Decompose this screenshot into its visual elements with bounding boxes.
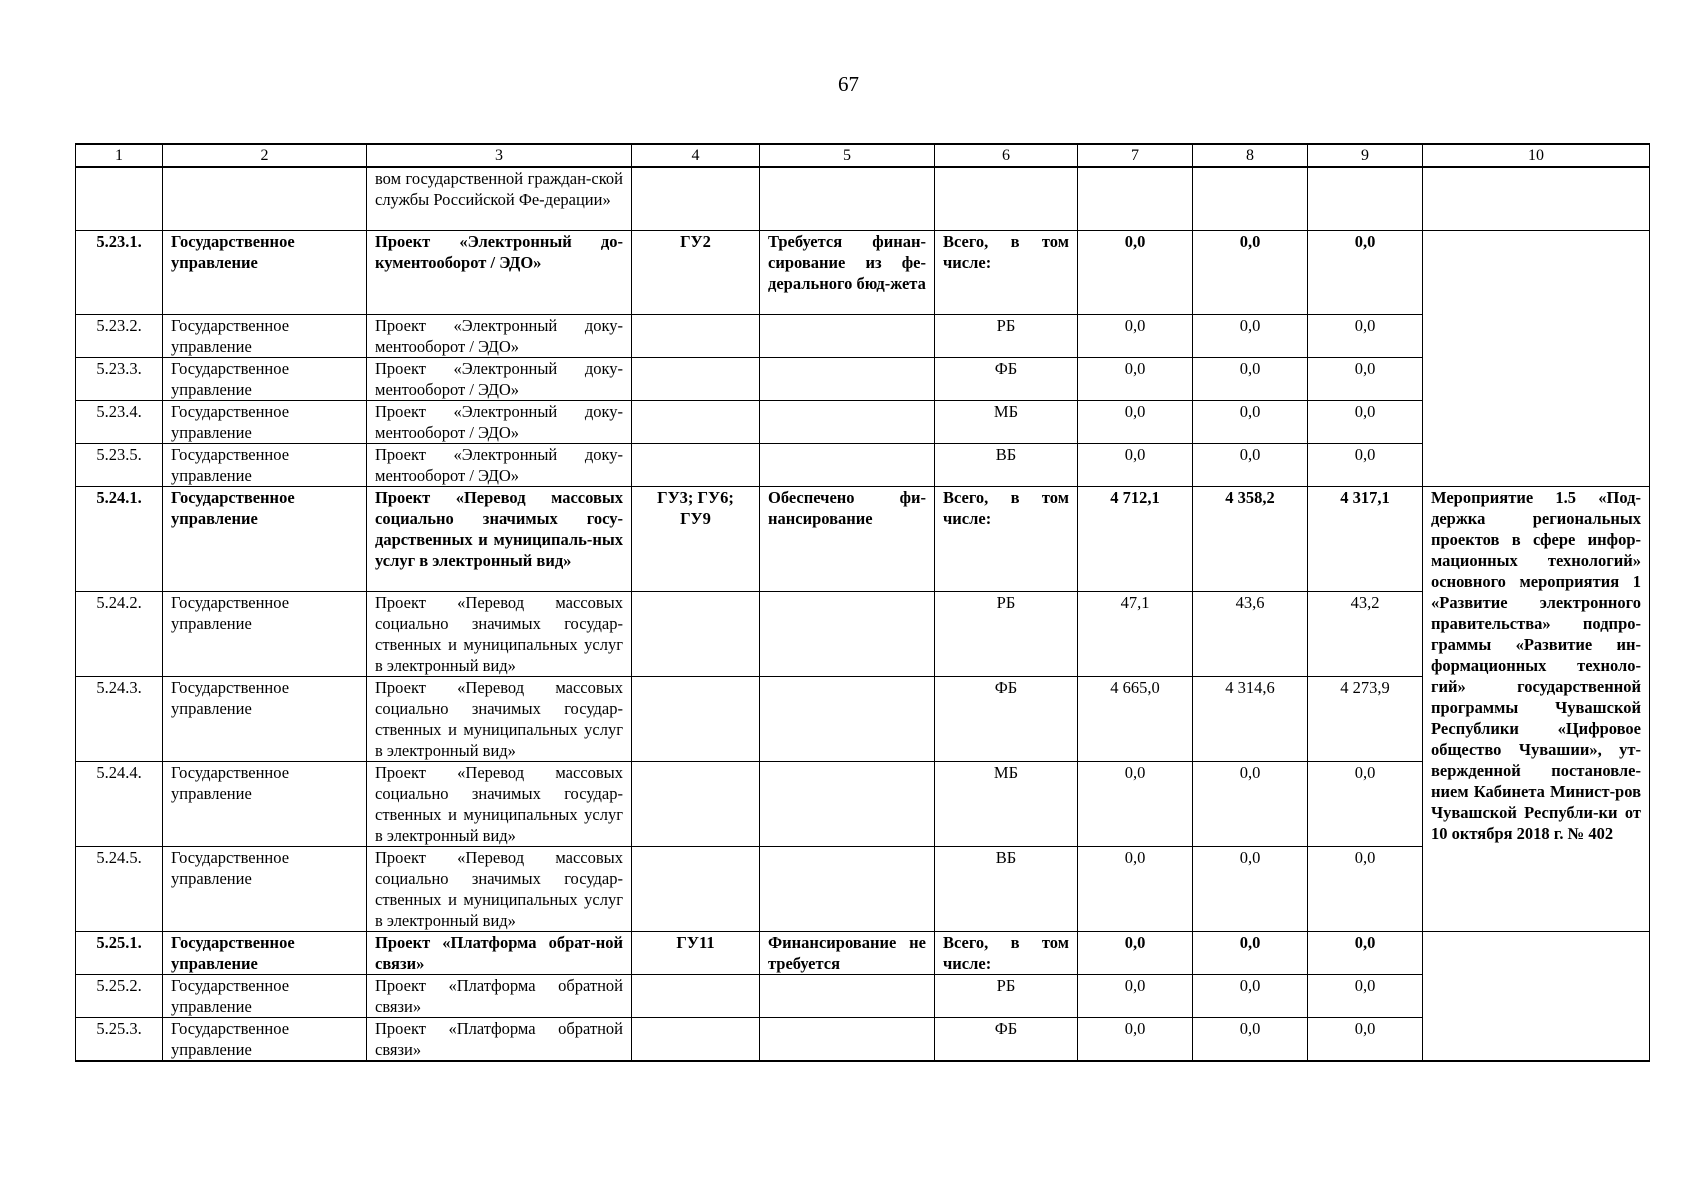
value-col7: 0,0 [1078, 400, 1193, 443]
value-col8: 0,0 [1193, 761, 1308, 846]
financing-status [760, 846, 935, 931]
cell-empty [1308, 167, 1423, 230]
column-number-header-row [76, 144, 1650, 167]
project-name: Проект «Электронный доку-ментооборот / ЭДО» [367, 443, 632, 486]
table-row [76, 1017, 1650, 1061]
value-col8: 0,0 [1193, 846, 1308, 931]
project-name: Проект «Электронный до-кументооборот / ЭДО» [367, 230, 632, 314]
row-number: 5.23.3. [76, 357, 163, 400]
value-col7: 0,0 [1078, 230, 1193, 314]
indicator-code [632, 314, 760, 357]
table-row [76, 761, 1650, 846]
value-col7: 0,0 [1078, 974, 1193, 1017]
financing-status [760, 443, 935, 486]
value-col8: 4 358,2 [1193, 486, 1308, 591]
value-col9: 0,0 [1308, 230, 1423, 314]
indicator-code [632, 1017, 760, 1061]
row-number: 5.25.1. [76, 931, 163, 974]
table-row [76, 591, 1650, 676]
funding-source: МБ [935, 761, 1078, 846]
cell-empty [76, 167, 163, 230]
funding-source: РБ [935, 591, 1078, 676]
column-header: 6 [935, 144, 1078, 167]
value-col9: 43,2 [1308, 591, 1423, 676]
financing-status [760, 357, 935, 400]
program-note [1423, 931, 1650, 1061]
indicator-code [632, 357, 760, 400]
indicator-code [632, 400, 760, 443]
column-header: 3 [367, 144, 632, 167]
column-header: 10 [1423, 144, 1650, 167]
project-name: Проект «Перевод массовых социально значимых государ-ственных и муниципальных услуг в электронный вид» [367, 676, 632, 761]
area-cell: Государственное управление [163, 974, 367, 1017]
area-cell: Государственное управление [163, 230, 367, 314]
column-header: 5 [760, 144, 935, 167]
continuation-text: вом государственной граждан-ской службы Российской Фе-дерации» [367, 167, 632, 230]
cell-empty [1423, 167, 1650, 230]
funding-source: МБ [935, 400, 1078, 443]
financing-status [760, 1017, 935, 1061]
project-name: Проект «Электронный доку-ментооборот / ЭДО» [367, 314, 632, 357]
table-row [76, 931, 1650, 974]
value-col7: 0,0 [1078, 846, 1193, 931]
value-col8: 4 314,6 [1193, 676, 1308, 761]
project-name: Проект «Платформа обрат-ной связи» [367, 931, 632, 974]
area-cell: Государственное управление [163, 931, 367, 974]
indicator-code [632, 591, 760, 676]
cell-empty [632, 167, 760, 230]
continuation-row [76, 167, 1650, 230]
row-number: 5.25.3. [76, 1017, 163, 1061]
area-cell: Государственное управление [163, 1017, 367, 1061]
cell-empty [163, 167, 367, 230]
page-number: 67 [838, 72, 859, 96]
value-col9: 0,0 [1308, 974, 1423, 1017]
indicator-code [632, 443, 760, 486]
funding-source: ВБ [935, 846, 1078, 931]
row-number: 5.24.1. [76, 486, 163, 591]
value-col8: 0,0 [1193, 314, 1308, 357]
table-row [76, 400, 1650, 443]
funding-source: РБ [935, 314, 1078, 357]
cell-empty [1193, 167, 1308, 230]
indicator-code [632, 676, 760, 761]
funding-source: Всего, в том числе: [935, 486, 1078, 591]
indicator-code: ГУ11 [632, 931, 760, 974]
value-col8: 0,0 [1193, 443, 1308, 486]
financing-status: Обеспечено фи-нансирование [760, 486, 935, 591]
value-col9: 0,0 [1308, 846, 1423, 931]
row-number: 5.23.5. [76, 443, 163, 486]
funding-source: Всего, в том числе: [935, 230, 1078, 314]
table-row [76, 846, 1650, 931]
funding-source: ФБ [935, 1017, 1078, 1061]
value-col7: 0,0 [1078, 357, 1193, 400]
funding-source: Всего, в том числе: [935, 931, 1078, 974]
row-number: 5.24.3. [76, 676, 163, 761]
column-header: 4 [632, 144, 760, 167]
area-cell: Государственное управление [163, 357, 367, 400]
row-number: 5.24.4. [76, 761, 163, 846]
value-col7: 47,1 [1078, 591, 1193, 676]
row-number: 5.25.2. [76, 974, 163, 1017]
project-name: Проект «Электронный доку-ментооборот / ЭДО» [367, 400, 632, 443]
funding-source: ФБ [935, 357, 1078, 400]
value-col9: 0,0 [1308, 443, 1423, 486]
value-col8: 0,0 [1193, 230, 1308, 314]
value-col7: 0,0 [1078, 314, 1193, 357]
program-note: Мероприятие 1.5 «Под-держка региональных проектов в сфере инфор-мационных технологий» основного мероприятия 1 «Развитие электронного правительства» подпро-граммы «Развитие ин-формационных техноло-гий» государственной программы Чувашской Республики «Цифровое общество Чувашии», ут-вержденной постановле-нием Кабинета Минист-ров Чувашской Республи-ки от 10 октября 2018 г. № 402 [1423, 486, 1650, 931]
value-col7: 4 665,0 [1078, 676, 1193, 761]
project-name: Проект «Электронный доку-ментооборот / ЭДО» [367, 357, 632, 400]
value-col8: 0,0 [1193, 1017, 1308, 1061]
value-col7: 0,0 [1078, 931, 1193, 974]
funding-source: ФБ [935, 676, 1078, 761]
value-col9: 4 317,1 [1308, 486, 1423, 591]
financing-status: Требуется финан-сирование из фе-дерального бюд-жета [760, 230, 935, 314]
area-cell: Государственное управление [163, 591, 367, 676]
funding-source: ВБ [935, 443, 1078, 486]
value-col8: 0,0 [1193, 400, 1308, 443]
financing-status [760, 974, 935, 1017]
row-number: 5.23.1. [76, 230, 163, 314]
area-cell: Государственное управление [163, 846, 367, 931]
project-name: Проект «Перевод массовых социально значимых государ-ственных и муниципальных услуг в электронный вид» [367, 846, 632, 931]
financing-status [760, 761, 935, 846]
value-col9: 4 273,9 [1308, 676, 1423, 761]
table-row [76, 443, 1650, 486]
project-name: Проект «Платформа обратной связи» [367, 1017, 632, 1061]
value-col7: 0,0 [1078, 443, 1193, 486]
financing-status: Финансирование не требуется [760, 931, 935, 974]
financing-status [760, 400, 935, 443]
row-number: 5.23.2. [76, 314, 163, 357]
value-col7: 0,0 [1078, 1017, 1193, 1061]
column-header: 7 [1078, 144, 1193, 167]
project-name: Проект «Перевод массовых социально значимых госу-дарственных и муниципаль-ных услуг в электронный вид» [367, 486, 632, 591]
column-header: 8 [1193, 144, 1308, 167]
table-body [76, 167, 1650, 1061]
column-header: 9 [1308, 144, 1423, 167]
financing-status [760, 591, 935, 676]
project-name: Проект «Перевод массовых социально значимых государ-ственных и муниципальных услуг в электронный вид» [367, 591, 632, 676]
row-number: 5.24.5. [76, 846, 163, 931]
row-number: 5.23.4. [76, 400, 163, 443]
value-col9: 0,0 [1308, 1017, 1423, 1061]
cell-empty [935, 167, 1078, 230]
value-col8: 0,0 [1193, 931, 1308, 974]
column-header: 2 [163, 144, 367, 167]
row-number: 5.24.2. [76, 591, 163, 676]
program-table [75, 143, 1650, 1062]
value-col8: 0,0 [1193, 974, 1308, 1017]
value-col7: 4 712,1 [1078, 486, 1193, 591]
program-note [1423, 230, 1650, 486]
table-row [76, 974, 1650, 1017]
table-row [76, 314, 1650, 357]
area-cell: Государственное управление [163, 486, 367, 591]
financing-status [760, 314, 935, 357]
indicator-code: ГУ3; ГУ6; ГУ9 [632, 486, 760, 591]
value-col9: 0,0 [1308, 931, 1423, 974]
financing-status [760, 676, 935, 761]
table-row [76, 230, 1650, 314]
table-row [76, 357, 1650, 400]
indicator-code [632, 761, 760, 846]
value-col9: 0,0 [1308, 357, 1423, 400]
project-name: Проект «Перевод массовых социально значимых государ-ственных и муниципальных услуг в электронный вид» [367, 761, 632, 846]
indicator-code: ГУ2 [632, 230, 760, 314]
cell-empty [760, 167, 935, 230]
value-col8: 0,0 [1193, 357, 1308, 400]
indicator-code [632, 846, 760, 931]
indicator-code [632, 974, 760, 1017]
value-col9: 0,0 [1308, 761, 1423, 846]
area-cell: Государственное управление [163, 761, 367, 846]
area-cell: Государственное управление [163, 676, 367, 761]
column-header: 1 [76, 144, 163, 167]
table-row [76, 486, 1650, 591]
project-name: Проект «Платформа обратной связи» [367, 974, 632, 1017]
cell-empty [1078, 167, 1193, 230]
funding-source: РБ [935, 974, 1078, 1017]
value-col8: 43,6 [1193, 591, 1308, 676]
value-col9: 0,0 [1308, 314, 1423, 357]
table-row [76, 676, 1650, 761]
area-cell: Государственное управление [163, 400, 367, 443]
area-cell: Государственное управление [163, 443, 367, 486]
area-cell: Государственное управление [163, 314, 367, 357]
value-col7: 0,0 [1078, 761, 1193, 846]
value-col9: 0,0 [1308, 400, 1423, 443]
